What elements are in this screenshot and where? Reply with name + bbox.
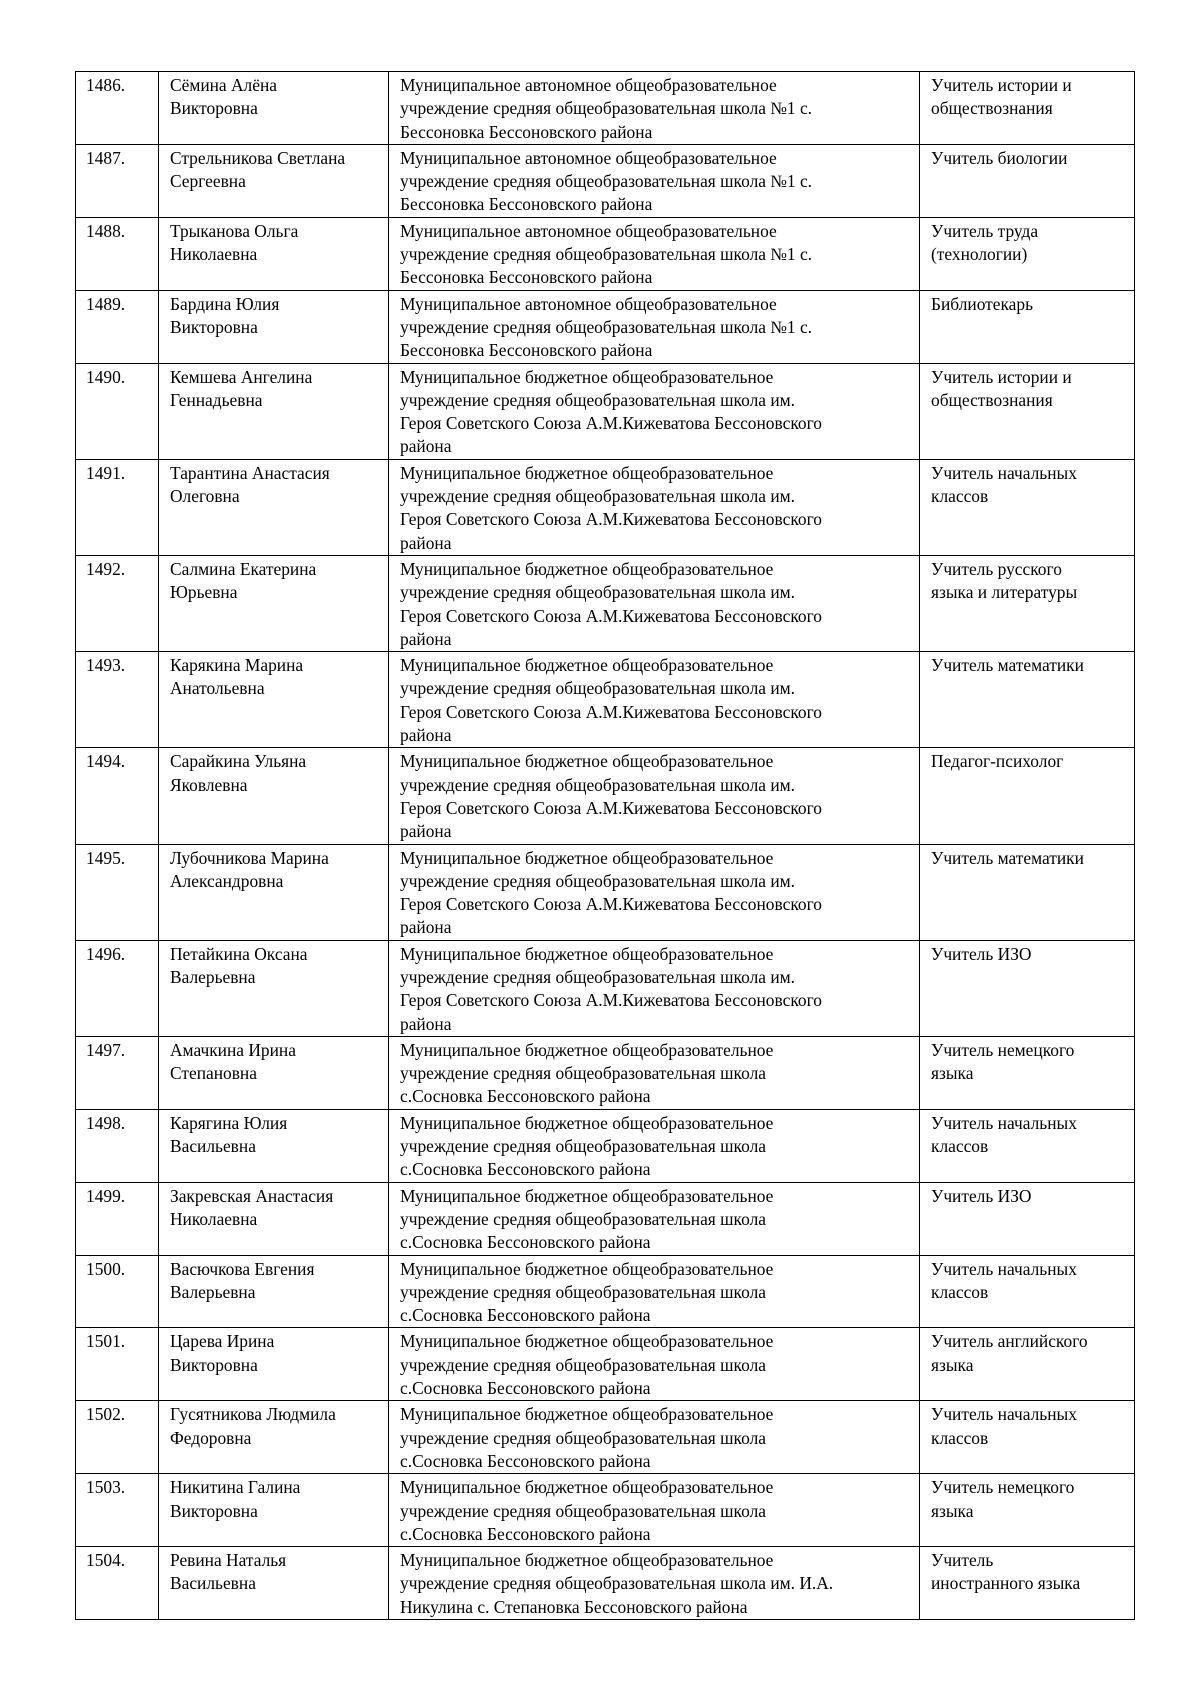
- organization-cell: [389, 459, 920, 555]
- staff-table-body: [76, 72, 1135, 1620]
- organization-line: Муниципальное бюджетное общеобразовательное: [400, 1404, 774, 1425]
- person-name-line: Кемшева Ангелина: [170, 366, 313, 387]
- person-name-cell: [159, 1547, 389, 1620]
- person-name-cell: [159, 72, 389, 145]
- person-name-line: Юрьевна: [170, 582, 238, 603]
- organization-line: района: [400, 725, 452, 746]
- organization-line: Никулина с. Степановка Бессоновского района: [400, 1596, 748, 1617]
- row-number: 1491.: [76, 459, 159, 555]
- organization-line: Бессоновка Бессоновского района: [400, 194, 653, 215]
- person-name-cell: [159, 217, 389, 290]
- person-name-line: Карягина Юлия: [170, 1112, 288, 1133]
- organization-line: Муниципальное бюджетное общеобразовательное: [400, 558, 774, 579]
- person-name-cell: [159, 363, 389, 459]
- position-line: классов: [931, 1136, 989, 1157]
- person-name-line: Яковлевна: [170, 774, 248, 795]
- person-name-cell: [159, 459, 389, 555]
- organization-line: учреждение средняя общеобразовательная школа: [400, 1281, 766, 1302]
- person-name-cell: [159, 144, 389, 217]
- organization-line: Муниципальное автономное общеобразовательное: [400, 75, 777, 95]
- organization-line: с.Сосновка Бессоновского района: [400, 1086, 651, 1107]
- position-line: Учитель математики: [931, 847, 1084, 868]
- position-cell: [920, 1036, 1135, 1109]
- table-row: [76, 363, 1135, 459]
- person-name-line: Валерьевна: [170, 966, 256, 987]
- table-row: [76, 1109, 1135, 1182]
- row-number: 1487.: [76, 144, 159, 217]
- table-row: [76, 1401, 1135, 1474]
- person-name-line: Викторовна: [170, 1354, 258, 1375]
- position-cell: [920, 72, 1135, 145]
- row-number: 1489.: [76, 290, 159, 363]
- organization-line: района: [400, 1013, 452, 1034]
- position-cell: [920, 1401, 1135, 1474]
- position-line: Учитель ИЗО: [931, 943, 1032, 964]
- person-name-line: Сергеевна: [170, 171, 246, 192]
- person-name-line: Валерьевна: [170, 1281, 256, 1302]
- person-name-line: Анатольевна: [170, 678, 265, 699]
- position-line: Учитель биологии: [931, 147, 1068, 168]
- person-name-line: Васючкова Евгения: [170, 1258, 315, 1279]
- table-row: [76, 144, 1135, 217]
- position-line: Учитель начальных: [931, 1112, 1077, 1133]
- position-cell: [920, 844, 1135, 940]
- position-line: языка: [931, 1354, 974, 1375]
- position-cell: [920, 555, 1135, 651]
- position-cell: [920, 1255, 1135, 1328]
- organization-line: с.Сосновка Бессоновского района: [400, 1232, 651, 1253]
- position-line: Учитель ИЗО: [931, 1185, 1032, 1206]
- person-name-line: Бардина Юлия: [170, 293, 280, 314]
- organization-line: района: [400, 436, 452, 457]
- organization-cell: [389, 748, 920, 844]
- table-row: [76, 217, 1135, 290]
- person-name-line: Тарантина Анастасия: [170, 462, 330, 483]
- organization-line: учреждение средняя общеобразовательная школа им.: [400, 582, 795, 603]
- organization-cell: [389, 652, 920, 748]
- person-name-line: Салмина Екатерина: [170, 558, 317, 579]
- row-number: 1498.: [76, 1109, 159, 1182]
- organization-line: Муниципальное бюджетное общеобразовательное: [400, 1258, 774, 1279]
- person-name-line: Николаевна: [170, 244, 258, 265]
- organization-line: Муниципальное бюджетное общеобразовательное: [400, 655, 774, 676]
- organization-cell: [389, 555, 920, 651]
- organization-line: с.Сосновка Бессоновского района: [400, 1305, 651, 1326]
- organization-line: района: [400, 821, 452, 842]
- organization-line: Бессоновка Бессоновского района: [400, 267, 653, 288]
- position-cell: [920, 1182, 1135, 1255]
- position-cell: [920, 363, 1135, 459]
- organization-line: Героя Советского Союза А.М.Кижеватова Бессоновского: [400, 701, 822, 722]
- person-name-cell: [159, 1474, 389, 1547]
- organization-line: Муниципальное автономное общеобразовательное: [400, 293, 777, 314]
- position-cell: [920, 217, 1135, 290]
- person-name-line: Лубочникова Марина: [170, 847, 329, 868]
- person-name-cell: [159, 1182, 389, 1255]
- position-cell: [920, 290, 1135, 363]
- staff-table: [75, 71, 1135, 1620]
- position-line: языка: [931, 1500, 974, 1521]
- position-cell: [920, 1328, 1135, 1401]
- position-line: Учитель начальных: [931, 1404, 1077, 1425]
- organization-line: учреждение средняя общеобразовательная школа: [400, 1500, 766, 1521]
- person-name-cell: [159, 748, 389, 844]
- organization-line: Героя Советского Союза А.М.Кижеватова Бессоновского: [400, 413, 822, 434]
- person-name-line: Трыканова Ольга: [170, 220, 299, 241]
- position-cell: [920, 1109, 1135, 1182]
- person-name-line: Никитина Галина: [170, 1477, 301, 1498]
- position-line: Учитель начальных: [931, 1258, 1077, 1279]
- organization-line: Муниципальное бюджетное общеобразовательное: [400, 1185, 774, 1206]
- organization-line: района: [400, 628, 452, 649]
- person-name-line: Стрельникова Светлана: [170, 147, 346, 168]
- organization-line: Героя Советского Союза А.М.Кижеватова Бессоновского: [400, 605, 822, 626]
- person-name-line: Сёмина Алёна: [170, 75, 277, 95]
- position-line: Учитель: [931, 1550, 994, 1571]
- person-name-line: Александровна: [170, 870, 284, 891]
- organization-cell: [389, 1182, 920, 1255]
- position-line: Учитель труда: [931, 220, 1039, 241]
- person-name-cell: [159, 1109, 389, 1182]
- person-name-line: Царева Ирина: [170, 1331, 275, 1352]
- person-name-line: Степановна: [170, 1063, 257, 1084]
- person-name-cell: [159, 1255, 389, 1328]
- person-name-cell: [159, 844, 389, 940]
- table-row: [76, 1547, 1135, 1620]
- table-row: [76, 1328, 1135, 1401]
- organization-cell: [389, 1474, 920, 1547]
- person-name-line: Олеговна: [170, 486, 240, 507]
- person-name-cell: [159, 555, 389, 651]
- organization-line: Бессоновка Бессоновского района: [400, 121, 653, 142]
- position-line: языка: [931, 1063, 974, 1084]
- organization-line: Муниципальное бюджетное общеобразовательное: [400, 1550, 774, 1571]
- table-row: [76, 844, 1135, 940]
- person-name-line: Викторовна: [170, 1500, 258, 1521]
- organization-line: учреждение средняя общеобразовательная школа им. И.А.: [400, 1573, 834, 1594]
- person-name-line: Васильевна: [170, 1573, 256, 1594]
- organization-line: учреждение средняя общеобразовательная школа: [400, 1136, 766, 1157]
- organization-line: Муниципальное бюджетное общеобразовательное: [400, 751, 774, 772]
- person-name-cell: [159, 652, 389, 748]
- organization-line: учреждение средняя общеобразовательная школа им.: [400, 774, 795, 795]
- person-name-line: Ревина Наталья: [170, 1550, 287, 1571]
- organization-cell: [389, 217, 920, 290]
- organization-cell: [389, 144, 920, 217]
- organization-cell: [389, 1109, 920, 1182]
- organization-line: учреждение средняя общеобразовательная школа: [400, 1208, 766, 1229]
- organization-line: Муниципальное автономное общеобразовательное: [400, 220, 777, 241]
- row-number: 1492.: [76, 555, 159, 651]
- position-line: Педагог-психолог: [931, 751, 1064, 772]
- organization-line: Героя Советского Союза А.М.Кижеватова Бессоновского: [400, 894, 822, 915]
- organization-line: с.Сосновка Бессоновского района: [400, 1378, 651, 1399]
- organization-line: Героя Советского Союза А.М.Кижеватова Бессоновского: [400, 990, 822, 1011]
- person-name-line: Амачкина Ирина: [170, 1039, 296, 1060]
- organization-line: с.Сосновка Бессоновского района: [400, 1450, 651, 1471]
- position-line: Библиотекарь: [931, 293, 1034, 314]
- row-number: 1493.: [76, 652, 159, 748]
- person-name-line: Петайкина Оксана: [170, 943, 308, 964]
- person-name-line: Николаевна: [170, 1208, 258, 1229]
- organization-line: района: [400, 917, 452, 938]
- organization-line: учреждение средняя общеобразовательная школа им.: [400, 870, 795, 891]
- position-cell: [920, 652, 1135, 748]
- organization-line: с.Сосновка Бессоновского района: [400, 1523, 651, 1544]
- organization-line: Муниципальное бюджетное общеобразовательное: [400, 1112, 774, 1133]
- position-line: Учитель английского: [931, 1331, 1088, 1352]
- person-name-line: Гусятникова Людмила: [170, 1404, 336, 1425]
- organization-line: учреждение средняя общеобразовательная школа: [400, 1063, 766, 1084]
- organization-line: Муниципальное бюджетное общеобразовательное: [400, 1039, 774, 1060]
- person-name-line: Закревская Анастасия: [170, 1185, 334, 1206]
- row-number: 1497.: [76, 1036, 159, 1109]
- person-name-cell: [159, 1328, 389, 1401]
- table-row: [76, 555, 1135, 651]
- person-name-cell: [159, 940, 389, 1036]
- person-name-cell: [159, 290, 389, 363]
- row-number: 1502.: [76, 1401, 159, 1474]
- position-cell: [920, 1547, 1135, 1620]
- table-row: [76, 748, 1135, 844]
- position-line: обществознания: [931, 389, 1053, 410]
- row-number: 1504.: [76, 1547, 159, 1620]
- position-line: Учитель истории и: [931, 75, 1072, 95]
- position-line: Учитель начальных: [931, 462, 1077, 483]
- organization-line: Муниципальное бюджетное общеобразовательное: [400, 366, 774, 387]
- organization-cell: [389, 1255, 920, 1328]
- organization-line: учреждение средняя общеобразовательная школа им.: [400, 966, 795, 987]
- person-name-line: Васильевна: [170, 1136, 256, 1157]
- organization-line: учреждение средняя общеобразовательная школа №1 с.: [400, 316, 813, 337]
- position-line: Учитель немецкого: [931, 1039, 1075, 1060]
- organization-line: района: [400, 532, 452, 553]
- position-cell: [920, 144, 1135, 217]
- table-row: [76, 290, 1135, 363]
- position-cell: [920, 940, 1135, 1036]
- organization-line: учреждение средняя общеобразовательная школа №1 с.: [400, 244, 813, 265]
- person-name-line: Викторовна: [170, 316, 258, 337]
- organization-line: Муниципальное бюджетное общеобразовательное: [400, 1477, 774, 1498]
- organization-cell: [389, 844, 920, 940]
- table-row: [76, 72, 1135, 145]
- position-line: Учитель математики: [931, 655, 1084, 676]
- organization-line: Героя Советского Союза А.М.Кижеватова Бессоновского: [400, 797, 822, 818]
- position-line: Учитель русского: [931, 558, 1062, 579]
- row-number: 1495.: [76, 844, 159, 940]
- table-row: [76, 459, 1135, 555]
- person-name-line: Викторовна: [170, 98, 258, 119]
- table-row: [76, 1036, 1135, 1109]
- organization-cell: [389, 290, 920, 363]
- person-name-line: Геннадьевна: [170, 389, 263, 410]
- position-cell: [920, 1474, 1135, 1547]
- table-row: [76, 1182, 1135, 1255]
- organization-line: учреждение средняя общеобразовательная школа №1 с.: [400, 98, 813, 119]
- row-number: 1496.: [76, 940, 159, 1036]
- organization-cell: [389, 1547, 920, 1620]
- row-number: 1501.: [76, 1328, 159, 1401]
- organization-cell: [389, 72, 920, 145]
- organization-cell: [389, 363, 920, 459]
- row-number: 1500.: [76, 1255, 159, 1328]
- position-line: Учитель истории и: [931, 366, 1072, 387]
- position-line: классов: [931, 486, 989, 507]
- person-name-cell: [159, 1036, 389, 1109]
- position-line: (технологии): [931, 244, 1028, 265]
- organization-line: Муниципальное автономное общеобразовательное: [400, 147, 777, 168]
- row-number: 1503.: [76, 1474, 159, 1547]
- row-number: 1499.: [76, 1182, 159, 1255]
- table-row: [76, 652, 1135, 748]
- organization-line: Муниципальное бюджетное общеобразовательное: [400, 943, 774, 964]
- organization-line: учреждение средняя общеобразовательная школа №1 с.: [400, 171, 813, 192]
- table-row: [76, 1474, 1135, 1547]
- organization-line: учреждение средняя общеобразовательная школа: [400, 1354, 766, 1375]
- organization-line: Муниципальное бюджетное общеобразовательное: [400, 462, 774, 483]
- organization-cell: [389, 1401, 920, 1474]
- person-name-cell: [159, 1401, 389, 1474]
- position-line: классов: [931, 1427, 989, 1448]
- row-number: 1494.: [76, 748, 159, 844]
- person-name-line: Федоровна: [170, 1427, 252, 1448]
- position-cell: [920, 459, 1135, 555]
- person-name-line: Сарайкина Ульяна: [170, 751, 307, 772]
- row-number: 1490.: [76, 363, 159, 459]
- organization-line: учреждение средняя общеобразовательная школа им.: [400, 389, 795, 410]
- organization-line: учреждение средняя общеобразовательная школа им.: [400, 678, 795, 699]
- organization-line: учреждение средняя общеобразовательная школа им.: [400, 486, 795, 507]
- position-line: классов: [931, 1281, 989, 1302]
- row-number: 1488.: [76, 217, 159, 290]
- organization-line: с.Сосновка Бессоновского района: [400, 1159, 651, 1180]
- organization-cell: [389, 1036, 920, 1109]
- organization-cell: [389, 1328, 920, 1401]
- organization-cell: [389, 940, 920, 1036]
- position-cell: [920, 748, 1135, 844]
- table-row: [76, 1255, 1135, 1328]
- organization-line: Муниципальное бюджетное общеобразовательное: [400, 1331, 774, 1352]
- organization-line: Героя Советского Союза А.М.Кижеватова Бессоновского: [400, 509, 822, 530]
- row-number: 1486.: [76, 72, 159, 145]
- organization-line: учреждение средняя общеобразовательная школа: [400, 1427, 766, 1448]
- organization-line: Муниципальное бюджетное общеобразовательное: [400, 847, 774, 868]
- position-line: обществознания: [931, 98, 1053, 119]
- person-name-line: Карякина Марина: [170, 655, 304, 676]
- table-row: [76, 940, 1135, 1036]
- position-line: языка и литературы: [931, 582, 1078, 603]
- organization-line: Бессоновка Бессоновского района: [400, 340, 653, 361]
- position-line: Учитель немецкого: [931, 1477, 1075, 1498]
- position-line: иностранного языка: [931, 1573, 1081, 1594]
